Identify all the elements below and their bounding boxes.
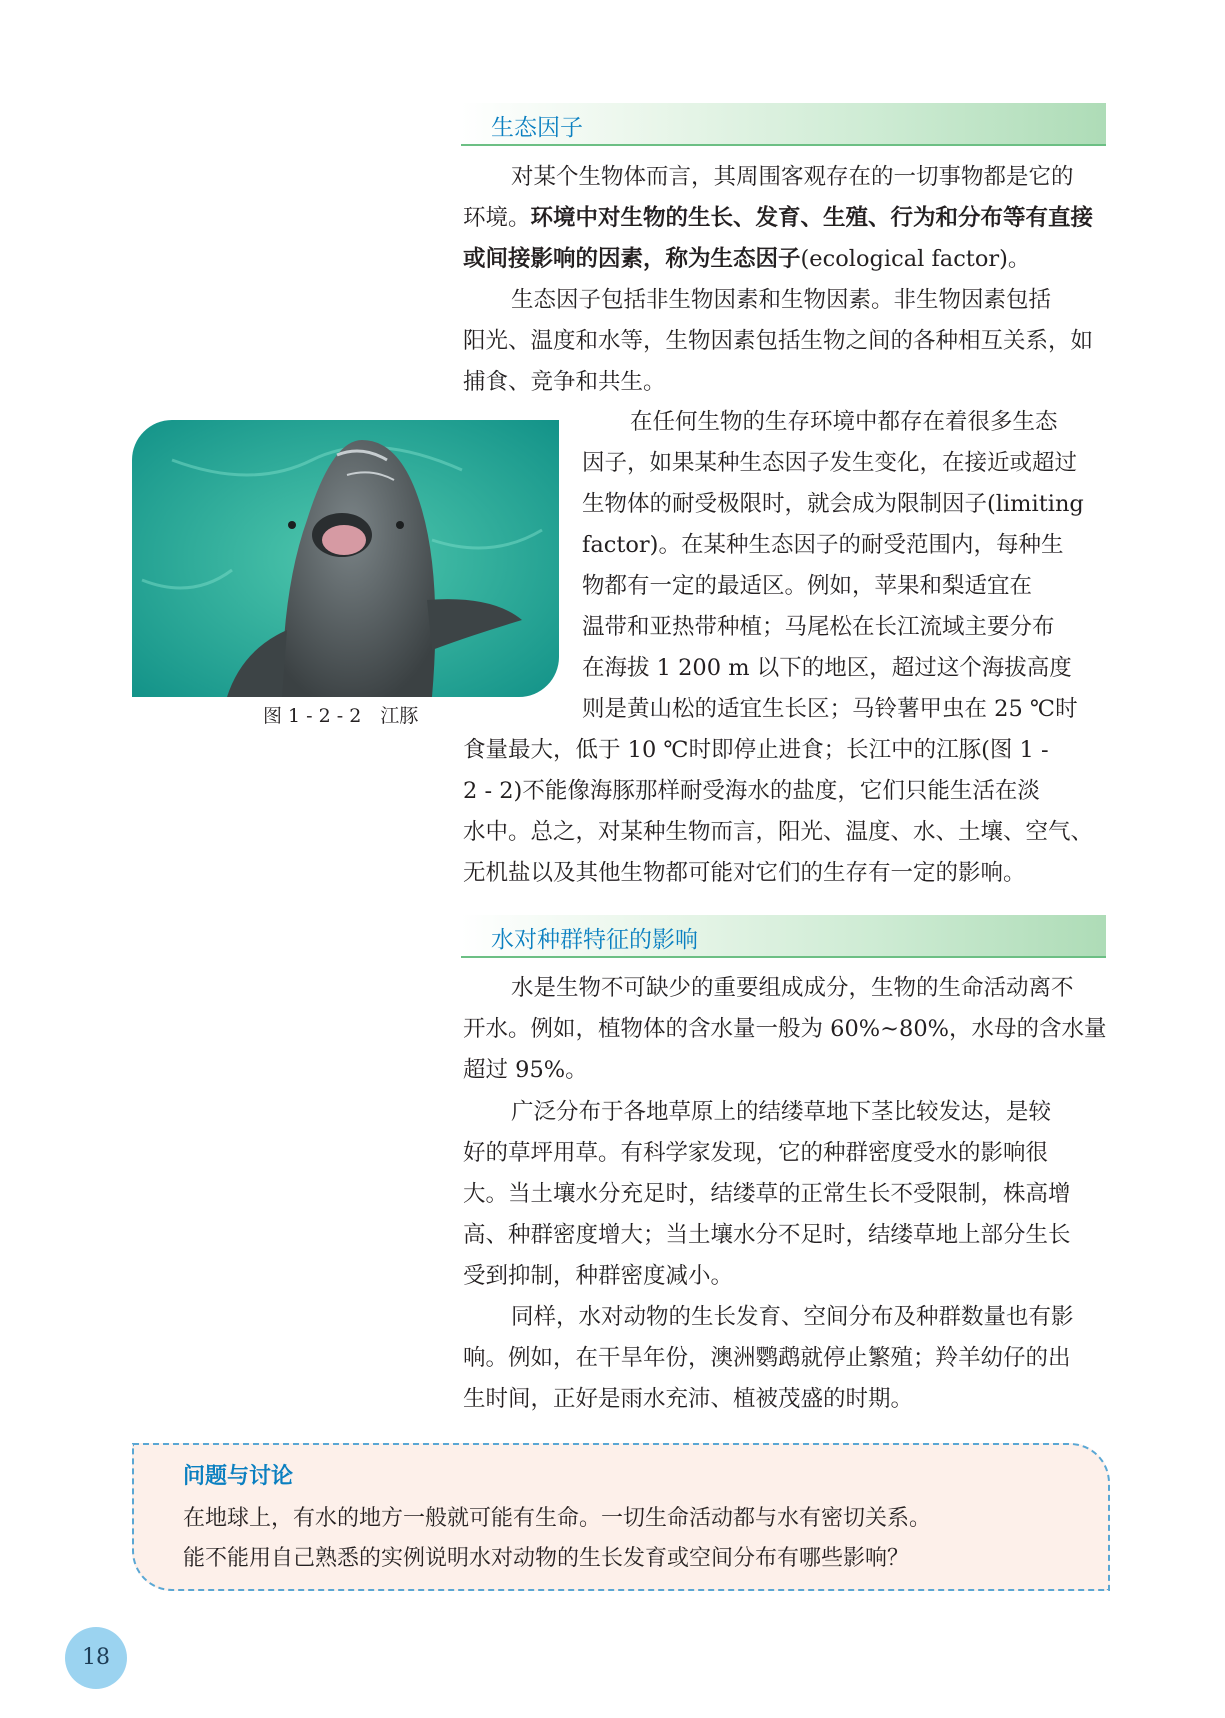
paragraph-limiting-factor-top (582, 402, 1108, 730)
text-line: 因子，如果某种生态因子发生变化，在接近或超过 (582, 450, 1078, 476)
paragraph-definition (463, 157, 1108, 280)
page-number: 18 (65, 1627, 127, 1689)
paragraph-factor-types (463, 280, 1108, 403)
text-line: 2 - 2)不能像海豚那样耐受海水的盐度，它们只能生活在淡 (463, 778, 1040, 804)
text-line: 温带和亚热带种植；马尾松在长江流域主要分布 (582, 614, 1055, 640)
figure-caption: 图 1 - 2 - 2 江豚 (263, 705, 419, 727)
definition-bold: 环境中对生物的生长、发育、生殖、行为和分布等有直接 (530, 205, 1094, 231)
definition-bold: 或间接影响的因素，称为生态因子 (463, 246, 801, 272)
text-line: 受到抑制，种群密度减小。 (463, 1263, 734, 1289)
section-title: 水对种群特征的影响 (491, 927, 698, 953)
paragraph-animals-water (463, 1297, 1108, 1420)
text-line: 无机盐以及其他生物都可能对它们的生存有一定的影响。 (463, 860, 1026, 886)
paragraph-zoysia-grass (463, 1092, 1108, 1297)
text-line: 高、种群密度增大；当土壤水分不足时，结缕草地上部分生长 (463, 1222, 1071, 1248)
text-line: 阳光、温度和水等，生物因素包括生物之间的各种相互关系，如 (463, 328, 1094, 354)
text-line: 食量最大，低于 10 ℃时即停止进食；长江中的江豚(图 1 - (463, 737, 1049, 763)
text-line: 水是生物不可缺少的重要组成成分，生物的生命活动离不 (511, 975, 1074, 1001)
discussion-box (132, 1443, 1110, 1591)
discussion-title: 问题与讨论 (183, 1464, 294, 1489)
text-line: 生态因子包括非生物因素和生物因素。非生物因素包括 (511, 287, 1052, 313)
text-line: 超过 95%。 (463, 1057, 588, 1083)
text-line: 好的草坪用草。有科学家发现，它的种群密度受水的影响很 (463, 1140, 1049, 1166)
text-line: 环境。环境中对生物的生长、发育、生殖、行为和分布等有直接 (463, 205, 1094, 231)
section-header-water-effects (461, 915, 1106, 958)
text-line: 在海拔 1 200 m 以下的地区，超过这个海拔高度 (582, 655, 1072, 681)
text-line: 生物体的耐受极限时，就会成为限制因子(limiting (582, 491, 1084, 517)
text-line: 开水。例如，植物体的含水量一般为 60%~80%，水母的含水量 (463, 1016, 1107, 1042)
text-line: factor)。在某种生态因子的耐受范围内，每种生 (582, 532, 1064, 558)
text-line: 广泛分布于各地草原上的结缕草地下茎比较发达，是较 (511, 1099, 1052, 1125)
text-line: 在任何生物的生存环境中都存在着很多生态 (630, 409, 1058, 435)
text-line: 响。例如，在干旱年份，澳洲鹦鹉就停止繁殖；羚羊幼仔的出 (463, 1345, 1071, 1371)
finless-porpoise-photo (132, 420, 559, 697)
text-line: 生时间，正好是雨水充沛、植被茂盛的时期。 (463, 1386, 914, 1412)
text-line: 对某个生物体而言，其周围客观存在的一切事物都是它的 (511, 164, 1074, 190)
paragraph-limiting-factor-bottom (463, 730, 1108, 894)
paragraph-water-importance (463, 968, 1108, 1091)
text-line: 同样，水对动物的生长发育、空间分布及种群数量也有影 (511, 1304, 1074, 1330)
text-line: 或间接影响的因素，称为生态因子(ecological factor)。 (463, 246, 1031, 272)
porpoise-image-icon (132, 420, 559, 697)
discussion-line: 能不能用自己熟悉的实例说明水对动物的生长发育或空间分布有哪些影响？ (183, 1546, 910, 1571)
text-line: 捕食、竞争和共生。 (463, 369, 666, 395)
section-title: 生态因子 (491, 115, 583, 141)
discussion-line: 在地球上，有水的地方一般就可能有生命。一切生命活动都与水有密切关系。 (183, 1506, 932, 1531)
section-header-ecological-factors (461, 103, 1106, 146)
text-line: 大。当土壤水分充足时，结缕草的正常生长不受限制，株高增 (463, 1181, 1071, 1207)
text-line: 则是黄山松的适宜生长区；马铃薯甲虫在 25 ℃时 (582, 696, 1078, 722)
text-line: 水中。总之，对某种生物而言，阳光、温度、水、土壤、空气、 (463, 819, 1094, 845)
text-line: 物都有一定的最适区。例如，苹果和梨适宜在 (582, 573, 1033, 599)
